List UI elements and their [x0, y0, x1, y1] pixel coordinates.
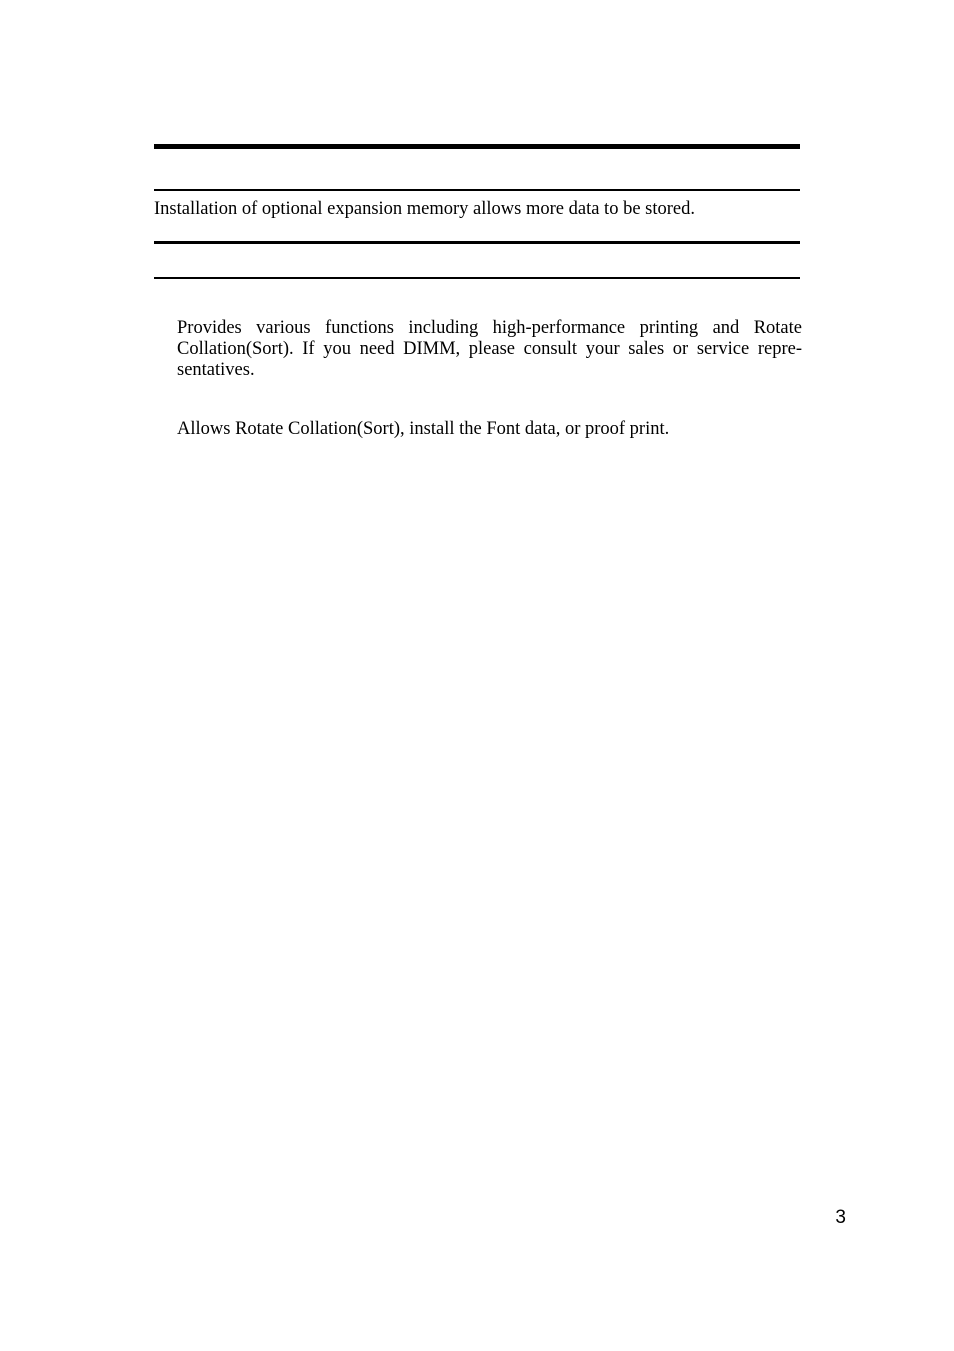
heading-rule-1 — [154, 189, 800, 191]
dimm-description-line: Provides various functions including high-performance printing and Rotate — [177, 318, 802, 338]
page-number: 3 — [835, 1207, 846, 1228]
heading-rule-3 — [154, 277, 800, 279]
heading-rule-2 — [154, 241, 800, 244]
dimm-description-line: sentatives. — [177, 360, 255, 380]
section-top-rule — [154, 144, 800, 149]
hdd-description: Allows Rotate Collation(Sort), install the Font data, or proof print. — [177, 419, 670, 439]
dimm-description — [177, 318, 802, 381]
intro-paragraph: Installation of optional expansion memory allows more data to be stored. — [154, 199, 695, 219]
dimm-description-line: Collation(Sort). If you need DIMM, please consult your sales or service repre- — [177, 339, 802, 359]
